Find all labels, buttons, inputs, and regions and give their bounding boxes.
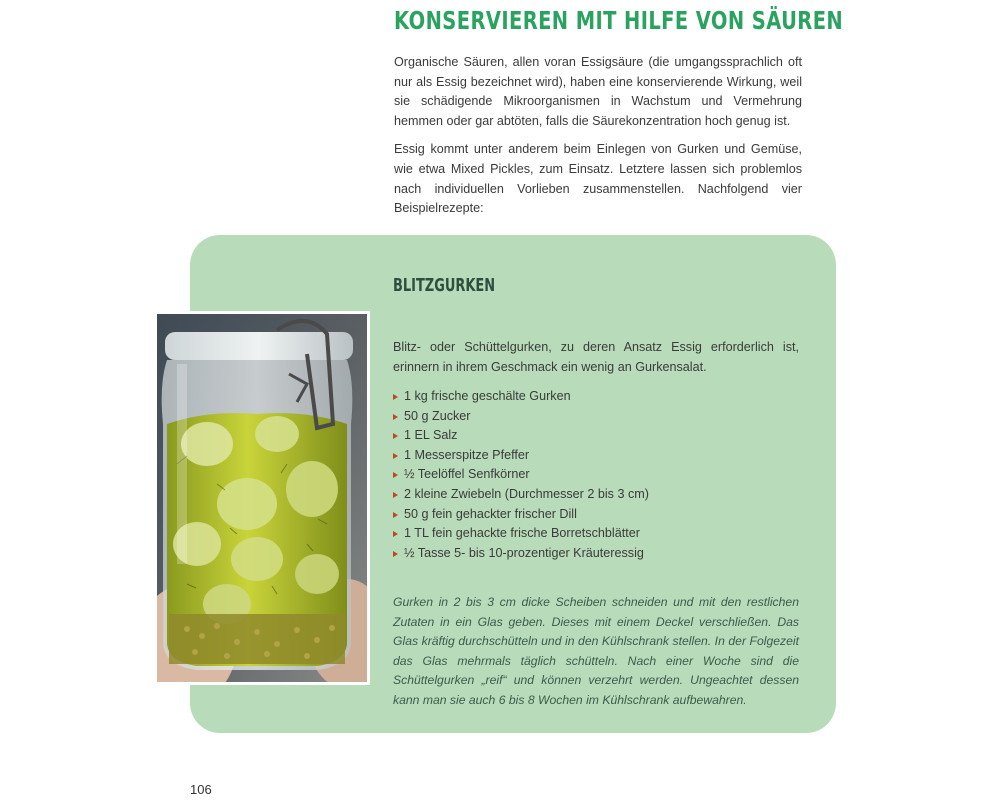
bullet-arrow-icon: [393, 492, 398, 498]
recipe-instructions: Gurken in 2 bis 3 cm dicke Scheiben schneiden und mit den restlichen Zutaten in ein Glas geben. Dieses mit einem Deckel verschließen. Das Glas kräftig durchschütteln und in den Kühlschrank stellen. In der Folgezeit das Glas mehrmals täglich schütteln. Nach einer Woche sind die Schüttelgurken „reif“ und können verzehrt werden. Ungeachtet dessen kann man sie auch 6 bis 8 Wochen im Kühlschrank aufbewahren.: [393, 595, 799, 707]
ingredient-item: [393, 446, 799, 466]
ingredient-item: [393, 485, 799, 505]
pickle-jar-photo: [154, 311, 370, 685]
ingredient-item: [393, 505, 799, 525]
ingredient-text: 1 Messerspitze Pfeffer: [404, 447, 530, 462]
ingredient-item: [393, 524, 799, 544]
intro-paragraph: Essig kommt unter anderem beim Einlegen von Gurken und Gemüse, wie etwa Mixed Pickles, zum Einsatz. Letztere lassen sich problemlos nach individuellen Vorlieben zusammenstellen. Nachfolgend vier Beispielrezepte:: [394, 142, 802, 216]
bullet-arrow-icon: [393, 472, 398, 478]
bullet-arrow-icon: [393, 414, 398, 420]
ingredient-text: 1 TL fein gehackte frische Borretschblätter: [404, 526, 640, 541]
ingredient-item: [393, 407, 799, 427]
bullet-arrow-icon: [393, 512, 398, 518]
ingredient-text: 1 kg frische geschälte Gurken: [404, 389, 571, 403]
recipe-intro: Blitz- oder Schüttelgurken, zu deren Ansatz Essig erforderlich ist, erinnern in ihrem Geschmack ein wenig an Gurkensalat.: [393, 340, 799, 374]
pickle-jar-illustration: [157, 314, 367, 682]
ingredient-text: 2 kleine Zwiebeln (Durchmesser 2 bis 3 cm): [404, 486, 649, 501]
ingredient-item: [393, 544, 799, 564]
ingredient-item: [393, 426, 799, 446]
intro-text: [394, 53, 802, 228]
ingredient-text: 50 g Zucker: [404, 408, 471, 423]
recipe-title: BLITZGURKEN: [393, 275, 496, 296]
page-number: 106: [190, 782, 212, 797]
bullet-arrow-icon: [393, 551, 398, 557]
page-title: KONSERVIEREN MIT HILFE VON SÄUREN: [394, 6, 844, 35]
intro-paragraph: Organische Säuren, allen voran Essigsäure (die umgangssprachlich oft nur als Essig bezeichnet wird), haben eine konservierende Wirkung, weil sie schädigende Mikroorganismen in Wachstum und Vermehrung hemmen oder gar abtöten, falls die Säurekonzentration hoch genug ist.: [394, 55, 802, 128]
ingredient-text: 1 EL Salz: [404, 428, 458, 443]
bullet-arrow-icon: [393, 433, 398, 439]
bullet-arrow-icon: [393, 394, 398, 400]
ingredient-text: ½ Tasse 5- bis 10-prozentiger Kräuteressig: [404, 545, 644, 560]
ingredient-item: [393, 387, 799, 407]
ingredient-item: [393, 465, 799, 485]
bullet-arrow-icon: [393, 453, 398, 459]
ingredient-text: ½ Teelöffel Senfkörner: [404, 467, 530, 482]
ingredient-list: [393, 387, 799, 563]
bullet-arrow-icon: [393, 531, 398, 537]
ingredient-text: 50 g fein gehackter frischer Dill: [404, 506, 577, 521]
